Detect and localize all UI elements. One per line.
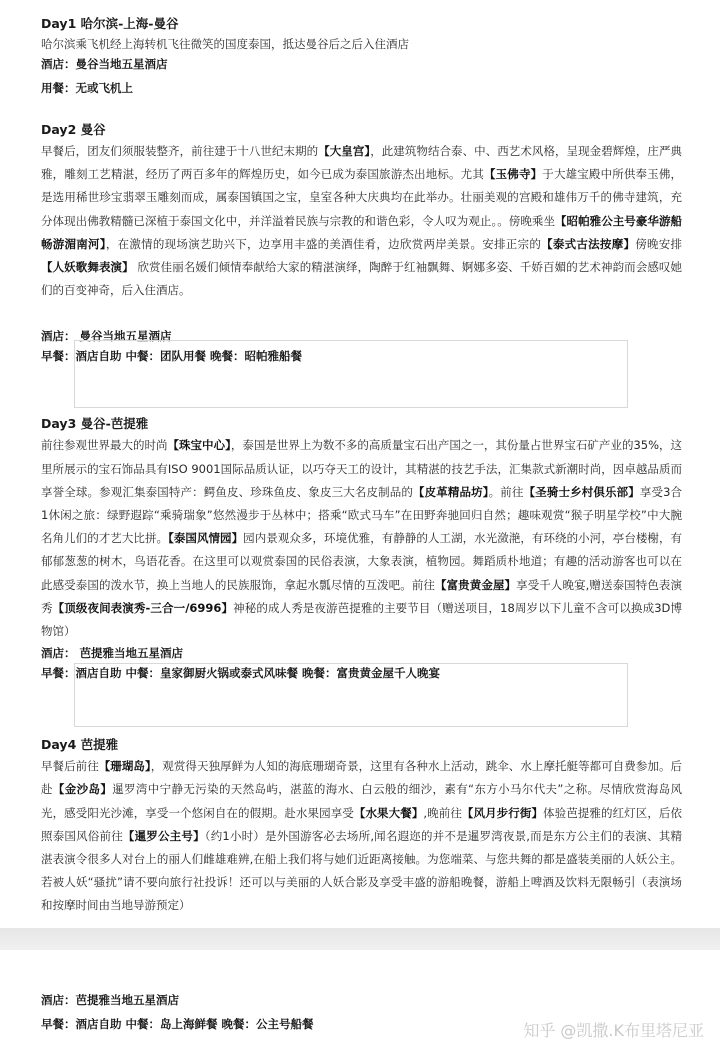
day4-paragraph bbox=[41, 755, 682, 917]
day4-section bbox=[41, 735, 682, 917]
text-run: ，观赏得天独厚鲜为人知的海底珊瑚奇景，这里有各种水上活动，跳伞、水上摩托艇等都可自费参加。后赴 bbox=[41, 759, 682, 797]
text-run: 享受3合1休闲之旅：绿野遐踪“乘骑瑞象”悠然漫步于丛林中；搭乘“欧式马车”在田野奔驰回归自然；趣味观赏“猴子明星学校”中大腕名角儿们的才艺大比拼。 bbox=[41, 484, 683, 546]
text-run: 欣赏佳丽名媛们倾情奉献给大家的精湛演绎，陶醉于红袖飘舞、婀娜多姿、千娇百媚的艺术神韵而会感叹她们的百变神奇，后入住酒店。 bbox=[41, 260, 683, 298]
text-run: ，泰国是世界上为数不多的高质量宝石出产国之一，其份量占世界宝石矿产业的35%，这里所展示的宝石饰品具有ISO 9001国际品质认证，以巧夺天工的设计，其精湛的技艺手法，汇集款式新潮时尚，因卓越品质而享誉全球。参观汇集泰国特产：鳄鱼皮、珍珠鱼皮、象皮三大名皮制品的 bbox=[41, 438, 683, 499]
highlight-golden-sand-island: 【金沙岛】 bbox=[52, 782, 113, 797]
text-run: 于大雄宝殿中所供奉玉佛，是选用稀世珍宝翡翠玉雕刻而成，属泰国镇国之宝，皇室各种大庆典均在此举办。壮丽美观的宫殿和雄伟万千的佛寺建筑，充分体现出佛教精髓已深植于泰国文化中，并洋溢着民族与宗教的和谐色彩，令人叹为观止。。傍晚乘坐 bbox=[41, 167, 683, 228]
text-run: 前往参观世界最大的时尚 bbox=[41, 438, 168, 453]
day3-paragraph bbox=[41, 434, 682, 643]
day1-description: 哈尔滨乘飞机经上海转机飞往微笑的国度泰国，抵达曼谷后之后入住酒店 bbox=[41, 37, 409, 51]
text-run: ，在激情的现场演艺助兴下，边享用丰盛的美酒佳肴，边欣赏两岸美景。安排正宗的 bbox=[105, 236, 542, 251]
zhihu-watermark: 知乎 @凯撒.K布里塔尼亚 bbox=[523, 1021, 704, 1040]
highlight-ladyboy-show: 【人妖歌舞表演】 bbox=[41, 260, 134, 275]
day2-paragraph bbox=[41, 140, 682, 302]
day3-meals: 早餐：酒店自助 中餐：皇家御厨火锅或泰式风味餐 晚餐：富贵黄金屋千人晚宴 bbox=[41, 666, 441, 681]
highlight-chao-phraya-cruise: 【昭帕雅公主号豪华游船畅游湄南河】 bbox=[41, 213, 682, 251]
day1-title: Day1 哈尔滨-上海-曼谷 bbox=[41, 16, 179, 31]
day4-meals: 早餐：酒店自助 中餐：岛上海鲜餐 晚餐：公主号船餐 bbox=[41, 1017, 314, 1031]
text-run: 享受千人晚宴,赠送泰国特色表演秀 bbox=[41, 577, 683, 615]
text-run: 园内景观众多，环境优雅，有静静的人工湖，水光潋滟，有环绕的小河，亭台楼榭，有郁郁葱葱的树木，鸟语花香。在这里可以观赏泰国的民俗表演，大象表演，植物园。舞蹈质朴地道；有趣的活动游客也可以在此感受泰国的泼水节，换上当地人的民族服饰，拿起水瓢尽情的互泼吧。前往 bbox=[41, 531, 683, 592]
day3-title: Day3 曼谷-芭提雅 bbox=[41, 416, 149, 432]
highlight-golden-house: 【富贵黄金屋】 bbox=[435, 577, 517, 592]
text-run: （约1小时）是外国游客必去场所,闻名遐迩的并不是暹罗湾夜景,而是东方公主们的表演、其精湛表演令很多人对台上的丽人们雌雄难辨,在船上我们将与她们近距离接触。为您端菜、与您共舞的都是盛装美丽的人妖公主。若被人妖“骚扰”请不要向旅行社投诉！还可以与美丽的人妖合影及享受丰盛的游船晚餐，游船上啤酒及饮料无限畅引（表演场和按摩时间由当地导游预定） bbox=[41, 828, 682, 913]
text-run: 体验芭提雅的红灯区，后依照泰国风俗前往 bbox=[41, 805, 683, 843]
day2-hotel: 酒店： 曼谷当地五星酒店 bbox=[41, 329, 172, 344]
highlight-thai-garden: 【泰国风情园】 bbox=[168, 531, 244, 546]
day2-section bbox=[41, 120, 682, 366]
highlight-fruit-feast: 【水果大餐】 bbox=[353, 805, 424, 820]
image-placeholder-frame bbox=[74, 340, 628, 408]
day3-hotel: 酒店： 芭提雅当地五星酒店 bbox=[41, 646, 184, 661]
highlight-leather-shop: 【皮革精品坊】 bbox=[413, 484, 489, 499]
text-run: 早餐后，团友们须服装整齐，前往建于十八世纪末期的 bbox=[41, 144, 319, 158]
highlight-emerald-buddha: 【玉佛寺】 bbox=[483, 167, 543, 182]
highlight-jewelry-center: 【珠宝中心】 bbox=[167, 438, 231, 453]
day2-meals: 早餐：酒店自助 中餐：团队用餐 晚餐：昭帕雅船餐 bbox=[41, 349, 303, 364]
highlight-walking-street: 【风月步行街】 bbox=[461, 805, 544, 820]
page-gap bbox=[0, 928, 720, 950]
highlight-siam-princess: 【暹罗公主号】 bbox=[122, 828, 205, 843]
day2-title: Day2 曼谷 bbox=[41, 122, 106, 137]
day1-meals: 用餐：无或飞机上 bbox=[41, 81, 133, 95]
text-run: ，此建筑物结合泰、中、西艺术风格，呈现金碧辉煌，庄严典雅，雕刻工艺精湛，经历了两百多年的辉煌历史，如今已成为泰国旅游杰出地标。尤其 bbox=[41, 144, 683, 182]
text-run: 。前往 bbox=[488, 484, 524, 499]
day4-title: Day4 芭提雅 bbox=[41, 737, 119, 753]
text-run: 神秘的成人秀是夜游芭提雅的主要节目（赠送项目，18周岁以下儿童不含可以换成3D博物馆） bbox=[41, 600, 682, 639]
day3-section bbox=[41, 414, 682, 683]
day1-section bbox=[41, 14, 682, 98]
highlight-coral-island: 【珊瑚岛】 bbox=[98, 759, 151, 774]
image-placeholder-frame bbox=[74, 663, 628, 727]
highlight-country-club: 【圣骑士乡村俱乐部】 bbox=[523, 484, 640, 499]
text-run: 傍晚安排 bbox=[635, 236, 683, 251]
highlight-grand-palace: 【大皇宫】 bbox=[318, 144, 371, 158]
highlight-night-show: 【顶级夜间表演秀-三合一/6996】 bbox=[52, 600, 234, 615]
highlight-thai-massage: 【泰式古法按摩】 bbox=[541, 236, 636, 251]
text-run: 早餐后前往 bbox=[41, 759, 99, 774]
day4-hotel: 酒店：芭提雅当地五星酒店 bbox=[41, 993, 179, 1007]
text-run: 暹罗湾中宁静无污染的天然岛屿，湛蓝的海水、白云般的细沙，素有“东方小马尔代夫”之称。尽情欣赏海岛风光，感受阳光沙滩，享受一个悠闲自在的假期。赴水果园享受 bbox=[41, 782, 683, 820]
day1-hotel: 酒店：曼谷当地五星酒店 bbox=[41, 57, 168, 71]
text-run: ,晚前往 bbox=[423, 805, 462, 820]
